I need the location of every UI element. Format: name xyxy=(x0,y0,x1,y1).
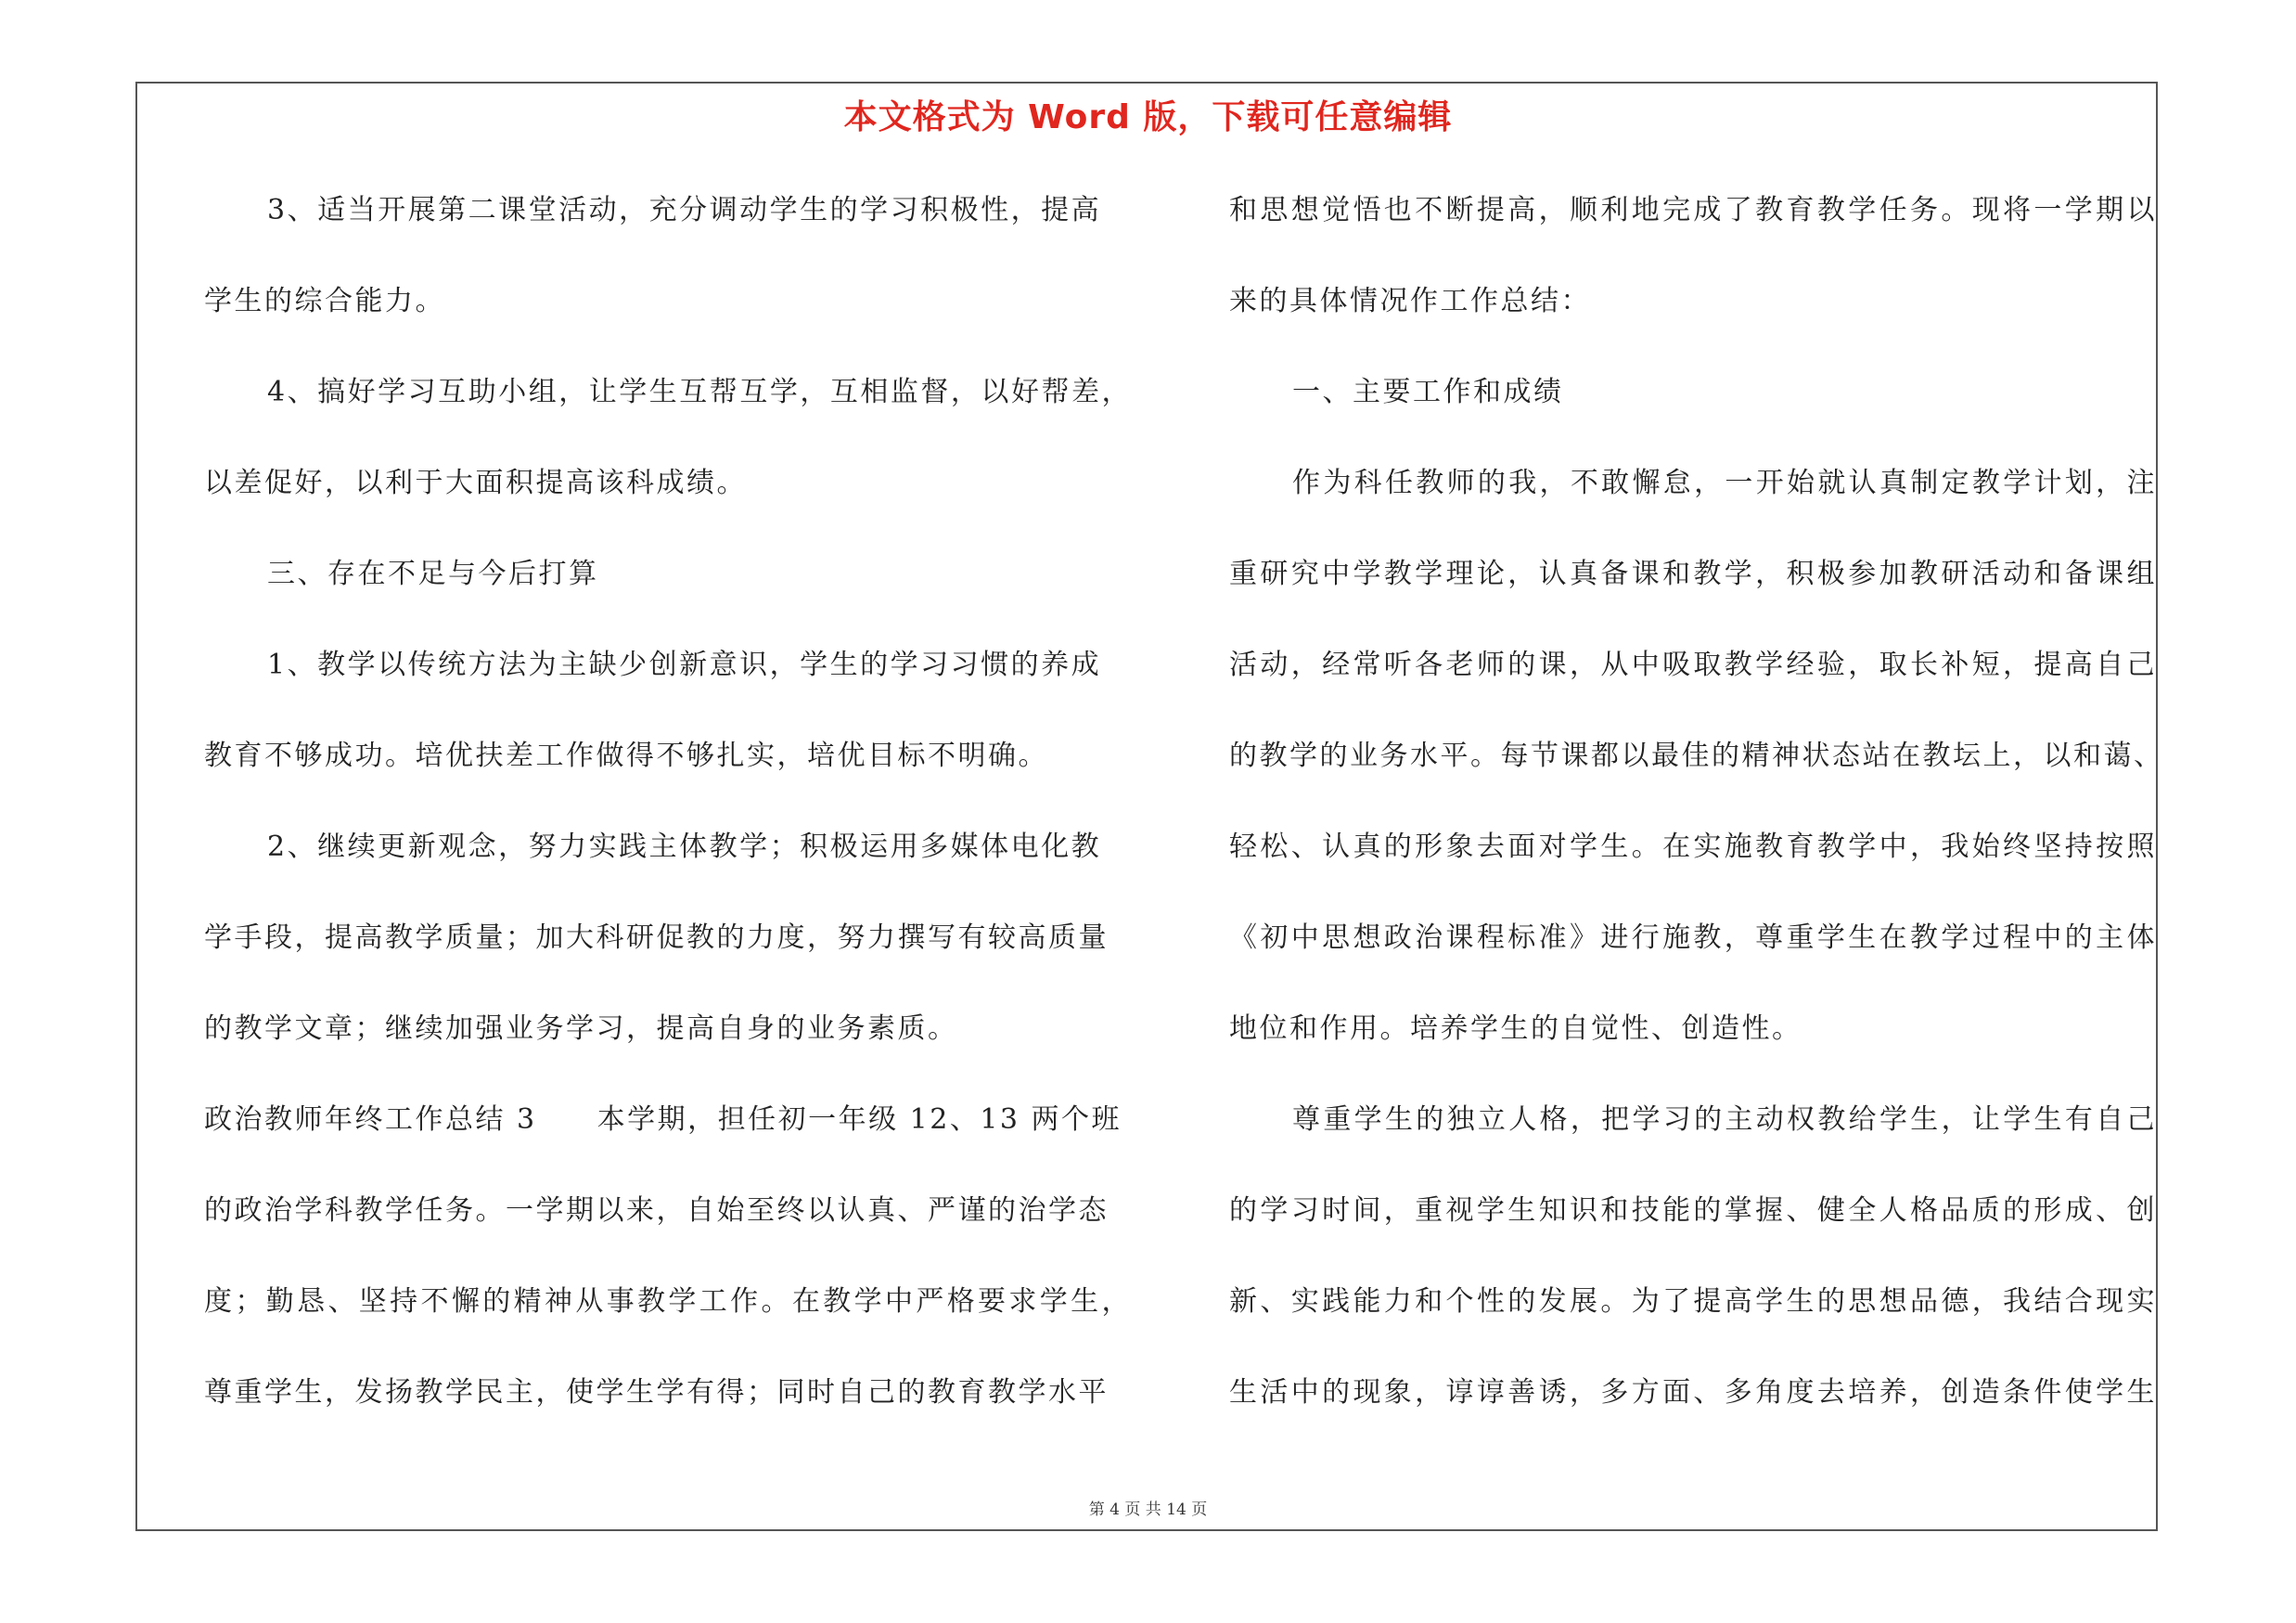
paragraph-line: 活动，经常听各老师的课，从中吸取教学经验，取长补短，提高自己 xyxy=(1229,649,2157,681)
right-column xyxy=(1229,178,2164,1451)
paragraph-line: 的政治学科教学任务。一学期以来，自始至终以认真、严谨的治学态 xyxy=(204,1194,1109,1227)
paragraph-line: 新、实践能力和个性的发展。为了提高学生的思想品德，我结合现实 xyxy=(1229,1285,2157,1318)
paragraph-line: 1、教学以传统方法为主缺少创新意识，学生的学习习惯的养成 xyxy=(267,649,1102,681)
paragraph-line: 尊重学生的独立人格，把学习的主动权教给学生，让学生有自己 xyxy=(1292,1103,2157,1136)
paragraph-line: 轻松、认真的形象去面对学生。在实施教育教学中，我始终坚持按照 xyxy=(1229,831,2157,863)
paragraph-line: 3、适当开展第二课堂活动，充分调动学生的学习积极性，提高 xyxy=(267,194,1102,226)
paragraph-line: 来的具体情况作工作总结： xyxy=(1229,285,1591,317)
editable-banner: 本文格式为 Word 版，下载可任意编辑 xyxy=(843,98,1453,136)
paragraph-line: 尊重学生，发扬教学民主，使学生学有得；同时自己的教育教学水平 xyxy=(204,1376,1109,1409)
paragraph-line: 的学习时间，重视学生知识和技能的掌握、健全人格品质的形成、创 xyxy=(1229,1194,2157,1227)
paragraph-line: 2、继续更新观念，努力实践主体教学；积极运用多媒体电化教 xyxy=(267,831,1102,863)
paragraph-line: 作为科任教师的我，不敢懈怠，一开始就认真制定教学计划，注 xyxy=(1292,467,2157,499)
section-heading: 一、主要工作和成绩 xyxy=(1292,376,1564,408)
left-column xyxy=(204,178,1132,1451)
paragraph-line: 以差促好，以利于大面积提高该科成绩。 xyxy=(204,467,747,499)
paragraph-line: 的教学的业务水平。每节课都以最佳的精神状态站在教坛上，以和蔼、 xyxy=(1229,740,2164,772)
paragraph-line: 教育不够成功。培优扶差工作做得不够扎实，培优目标不明确。 xyxy=(204,740,1048,772)
paragraph-line: 地位和作用。培养学生的自觉性、创造性。 xyxy=(1229,1012,1802,1045)
paragraph-line: 的教学文章；继续加强业务学习，提高自身的业务素质。 xyxy=(204,1012,958,1045)
paragraph-line: 和思想觉悟也不断提高，顺利地完成了教育教学任务。现将一学期以 xyxy=(1229,194,2157,226)
paragraph-line: 重研究中学教学理论，认真备课和教学，积极参加教研活动和备课组 xyxy=(1229,558,2157,590)
paragraph-line: 4、搞好学习互助小组，让学生互帮互学，互相监督，以好帮差， xyxy=(267,376,1132,408)
article-title-line: 政治教师年终工作总结 3 本学期，担任初一年级 12、13 两个班 xyxy=(204,1103,1122,1136)
section-heading: 三、存在不足与今后打算 xyxy=(267,558,599,590)
paragraph-line: 度；勤恳、坚持不懈的精神从事教学工作。在教学中严格要求学生， xyxy=(204,1285,1132,1318)
paragraph-line: 学手段，提高教学质量；加大科研促教的力度，努力撰写有较高质量 xyxy=(204,921,1109,954)
page-number-footer: 第 4 页 共 14 页 xyxy=(1088,1501,1208,1519)
paragraph-line: 学生的综合能力。 xyxy=(204,285,445,317)
paragraph-line: 生活中的现象，谆谆善诱，多方面、多角度去培养，创造条件使学生 xyxy=(1229,1376,2157,1409)
paragraph-line: 《初中思想政治课程标准》进行施教，尊重学生在教学过程中的主体 xyxy=(1229,921,2157,954)
